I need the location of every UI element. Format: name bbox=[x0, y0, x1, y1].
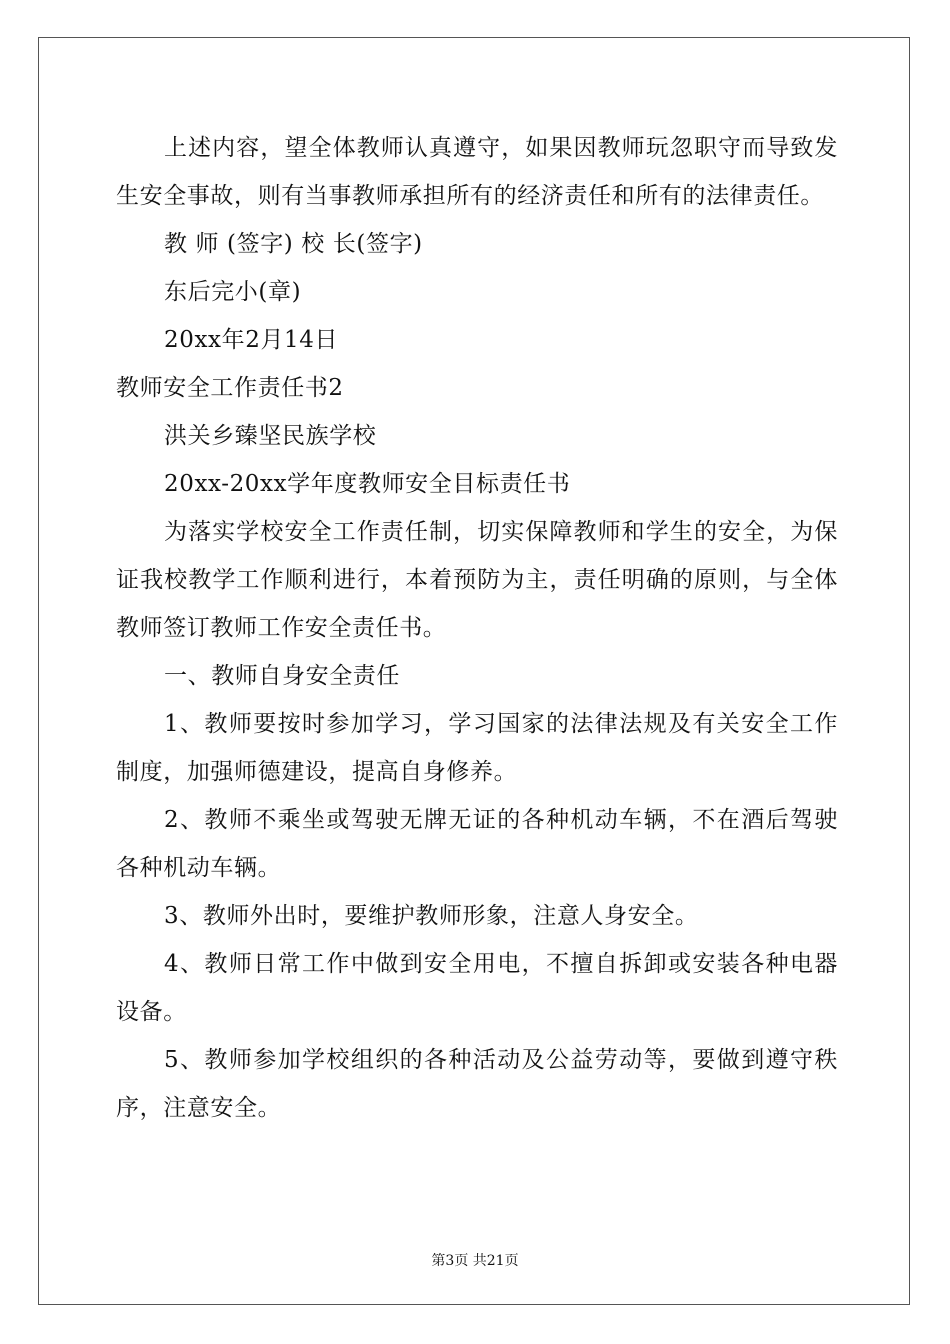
item-1: 1、教师要按时参加学习，学习国家的法律法规及有关安全工作制度，加强师德建设，提高自身修养。 bbox=[116, 711, 838, 785]
paragraph-1: 上述内容，望全体教师认真遵守，如果因教师玩忽职守而导致发生安全事故，则有当事教师承担所有的经济责任和所有的法律责任。 bbox=[116, 135, 838, 209]
school-name: 洪关乡臻坚民族学校 bbox=[164, 423, 377, 449]
document-subtitle: 20xx-20xx学年度教师安全目标责任书 bbox=[164, 471, 571, 497]
item-4: 4、教师日常工作中做到安全用电，不擅自拆卸或安装各种电器设备。 bbox=[116, 951, 838, 1025]
signature-line: 教 师 (签字) 校 长(签字) bbox=[164, 231, 423, 257]
document-body bbox=[116, 124, 838, 1132]
intro-paragraph: 为落实学校安全工作责任制，切实保障教师和学生的安全，为保证我校教学工作顺利进行，本着预防为主，责任明确的原则，与全体教师签订教师工作安全责任书。 bbox=[116, 519, 838, 641]
item-3: 3、教师外出时，要维护教师形象，注意人身安全。 bbox=[164, 903, 699, 929]
item-2: 2、教师不乘坐或驾驶无牌无证的各种机动车辆，不在酒后驾驶各种机动车辆。 bbox=[116, 807, 838, 881]
page-footer: 第3页 共21页 bbox=[431, 1253, 519, 1269]
school-stamp-line: 东后完小(章) bbox=[164, 279, 302, 305]
date-line: 20xx年2月14日 bbox=[164, 327, 339, 353]
heading-teacher-safety: 一、教师自身安全责任 bbox=[164, 663, 400, 689]
section-title: 教师安全工作责任书2 bbox=[116, 375, 344, 401]
item-5: 5、教师参加学校组织的各种活动及公益劳动等，要做到遵守秩序，注意安全。 bbox=[116, 1047, 838, 1121]
